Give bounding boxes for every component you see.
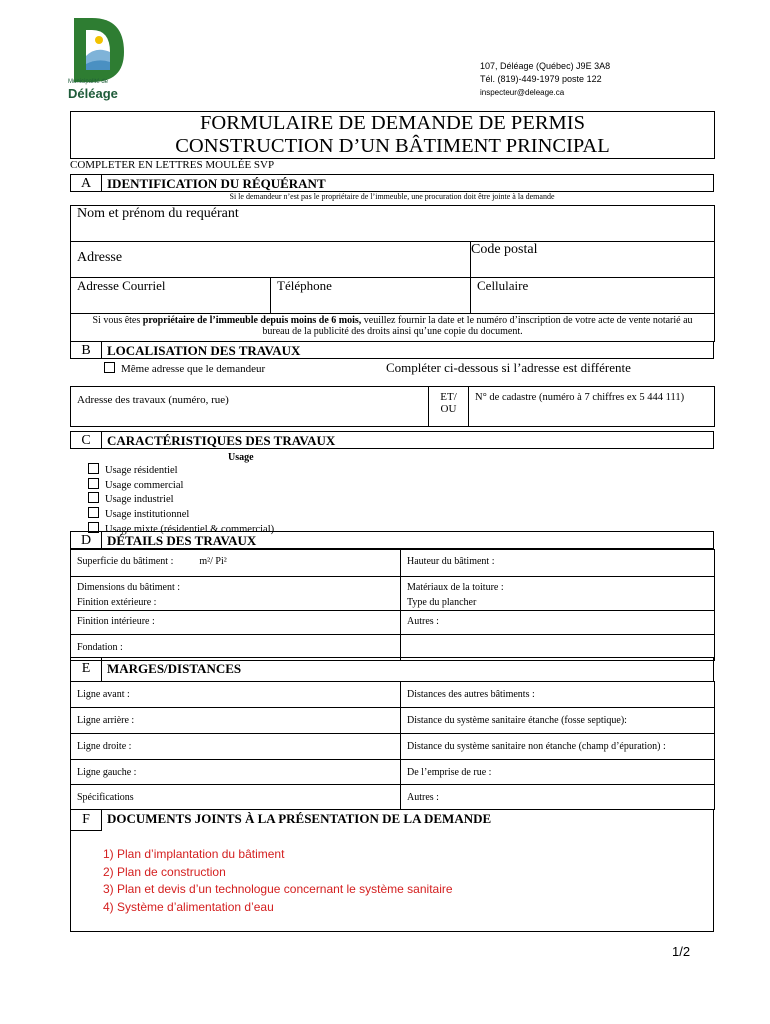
owner-note: Si vous êtes propriétaire de l’immeuble depuis moins de 6 mois, veuillez fournir la date et le numéro d’inscription de votre acte de vente notarié au bureau de la publicité des droits ainsi qu’une copie du document. bbox=[71, 314, 715, 342]
checkbox[interactable] bbox=[88, 492, 99, 503]
others-field[interactable]: Autres : bbox=[401, 785, 715, 810]
usage-label: Usage bbox=[228, 452, 254, 463]
distance-field[interactable]: Distances des autres bâtiments : bbox=[401, 682, 715, 708]
et-ou-label: ET/ OU bbox=[429, 387, 469, 427]
section-letter: D bbox=[71, 532, 102, 548]
distances-table bbox=[70, 681, 715, 810]
page-number: 1/2 bbox=[672, 944, 691, 959]
work-location-table bbox=[70, 386, 715, 427]
documents-list bbox=[103, 846, 453, 916]
others-field[interactable]: Autres : bbox=[401, 611, 715, 635]
requester-name-field[interactable]: Nom et prénom du requérant bbox=[71, 206, 715, 242]
usage-option[interactable]: Usage mixte (résidentiel & commercial) bbox=[88, 522, 274, 537]
section-d-header bbox=[70, 531, 714, 549]
distance-field[interactable]: Ligne arrière : bbox=[71, 708, 401, 734]
roof-field[interactable]: Matériaux de la toiture : Type du plancher bbox=[401, 577, 715, 611]
usage-list bbox=[88, 463, 274, 537]
section-letter: A bbox=[71, 175, 102, 191]
document-item: 4) Système d’alimentation d’eau bbox=[103, 899, 274, 914]
section-b-header bbox=[70, 341, 714, 359]
checkbox[interactable] bbox=[88, 507, 99, 518]
specifications-field[interactable]: Spécifications bbox=[71, 785, 401, 810]
foundation-field[interactable]: Fondation : bbox=[71, 635, 401, 661]
section-title: MARGES/DISTANCES bbox=[107, 661, 242, 676]
complete-below-note: Compléter ci-dessous si l’adresse est différente bbox=[386, 360, 631, 375]
work-details-table bbox=[70, 549, 715, 661]
section-title: DOCUMENTS JOINTS À LA PRÉSENTATION DE LA DEMANDE bbox=[107, 811, 492, 826]
phone-field[interactable]: Téléphone bbox=[271, 278, 471, 314]
interior-finish-field[interactable]: Finition intérieure : bbox=[71, 611, 401, 635]
document-item: 1) Plan d’implantation du bâtiment bbox=[103, 847, 285, 861]
surface-field[interactable]: Superficie du bâtiment : m²/ Pi² bbox=[71, 550, 401, 577]
logo-subtitle: Municipalité de bbox=[68, 79, 109, 85]
distance-field[interactable]: Distance du système sanitaire non étanche (champ d’épuration) : bbox=[401, 734, 715, 760]
section-title: IDENTIFICATION DU RÉQUÉRANT bbox=[107, 176, 326, 191]
section-c-header bbox=[70, 431, 714, 449]
logo-name: Déléage bbox=[68, 86, 118, 101]
usage-option[interactable]: Usage commercial bbox=[88, 478, 274, 493]
checkbox[interactable] bbox=[104, 362, 115, 373]
requester-table bbox=[70, 205, 715, 342]
same-address-option[interactable]: Même adresse que le demandeur bbox=[104, 362, 265, 375]
distance-field[interactable]: Distance du système sanitaire étanche (fosse septique): bbox=[401, 708, 715, 734]
instruction-note: COMPLETER EN LETTRES MOULÉE SVP bbox=[70, 159, 275, 171]
section-letter: F bbox=[71, 810, 102, 831]
section-title: LOCALISATION DES TRAVAUX bbox=[107, 343, 301, 358]
distance-field[interactable]: Ligne gauche : bbox=[71, 760, 401, 785]
distance-field[interactable]: Ligne avant : bbox=[71, 682, 401, 708]
checkbox[interactable] bbox=[88, 478, 99, 489]
title-line-1: FORMULAIRE DE DEMANDE DE PERMIS bbox=[200, 112, 585, 134]
document-item: 3) Plan et devis d’un technologue concernant le système sanitaire bbox=[103, 882, 453, 896]
distance-field[interactable]: De l’emprise de rue : bbox=[401, 760, 715, 785]
section-title: DÉTAILS DES TRAVAUX bbox=[107, 533, 257, 548]
contact-phone: Tél. (819)-449-1979 poste 122 bbox=[480, 74, 602, 84]
section-a-header bbox=[70, 174, 714, 192]
cell-field[interactable]: Cellulaire bbox=[471, 278, 715, 314]
section-e-header bbox=[70, 657, 714, 681]
work-address-field[interactable]: Adresse des travaux (numéro, rue) bbox=[71, 387, 429, 427]
distance-field[interactable]: Ligne droite : bbox=[71, 734, 401, 760]
requester-address-field[interactable]: Adresse bbox=[71, 242, 471, 278]
section-letter: E bbox=[71, 658, 102, 681]
form-title bbox=[70, 111, 715, 159]
usage-option[interactable]: Usage institutionnel bbox=[88, 507, 274, 522]
dimensions-field[interactable]: Dimensions du bâtiment : Finition extérieure : bbox=[71, 577, 401, 611]
section-letter: C bbox=[71, 432, 102, 448]
section-title: CARACTÉRISTIQUES DES TRAVAUX bbox=[107, 433, 336, 448]
usage-option[interactable]: Usage industriel bbox=[88, 492, 274, 507]
checkbox[interactable] bbox=[88, 463, 99, 474]
contact-address: 107, Déléage (Québec) J9E 3A8 bbox=[480, 61, 611, 71]
document-item: 2) Plan de construction bbox=[103, 864, 226, 879]
usage-option[interactable]: Usage résidentiel bbox=[88, 463, 274, 478]
section-letter: B bbox=[71, 342, 102, 358]
height-field[interactable]: Hauteur du bâtiment : bbox=[401, 550, 715, 577]
title-line-2: CONSTRUCTION D’UN BÂTIMENT PRINCIPAL bbox=[175, 135, 610, 157]
section-f-box bbox=[70, 809, 714, 932]
cadastre-field[interactable]: N° de cadastre (numéro à 7 chiffres ex 5 444 111) bbox=[469, 387, 715, 427]
postal-code-field[interactable]: Code postal bbox=[471, 242, 715, 278]
email-field[interactable]: Adresse Courriel bbox=[71, 278, 271, 314]
contact-email: inspecteur@deleage.ca bbox=[480, 88, 565, 97]
section-a-note: Si le demandeur n’est pas le propriétaire de l’immeuble, une procuration doit être jointe à la demande bbox=[229, 192, 555, 201]
